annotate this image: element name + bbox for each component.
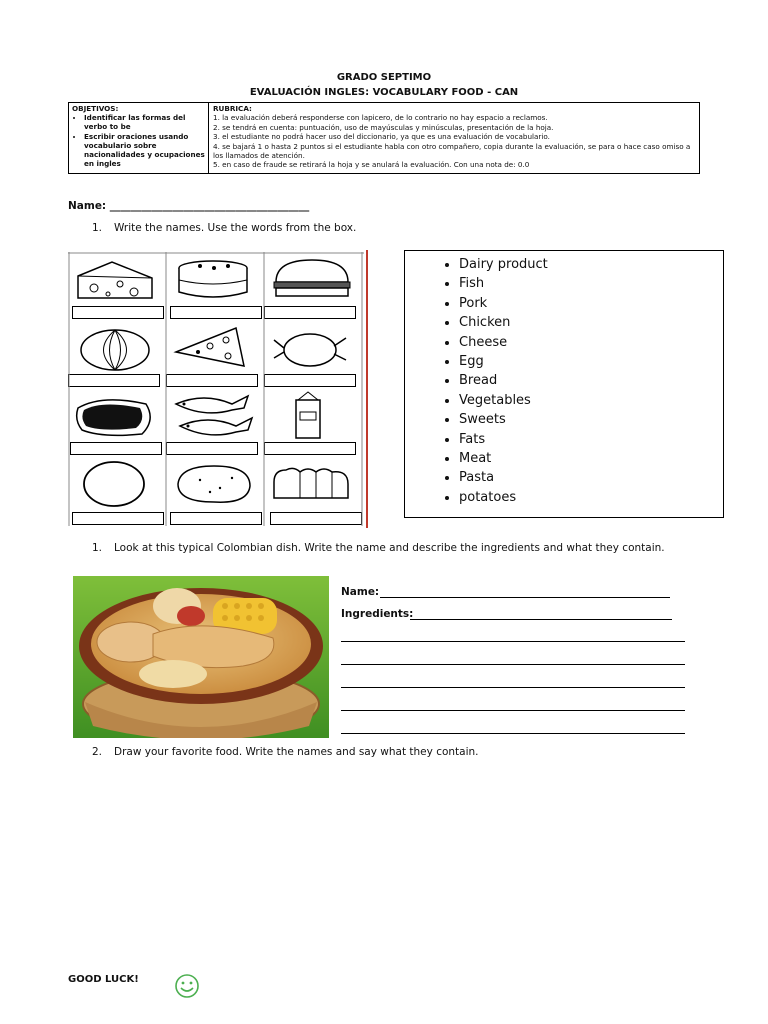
question-number: 2.: [92, 746, 103, 758]
word-box-item: • Bread: [459, 371, 723, 390]
rubric-item: 2. se tendrá en cuenta: puntuación, uso de mayúsculas y minúsculas, presentación de la hoja.: [213, 122, 554, 132]
word-box-item: • Sweets: [459, 410, 723, 429]
grid-divider: [366, 250, 368, 528]
word-box-item: • Vegetables: [459, 391, 723, 410]
word-box-item: • Pasta: [459, 468, 723, 487]
rubric-item: 5. en caso de fraude se retirará la hoja y se anulará la evaluación. Con una nota de: 0.0: [213, 160, 530, 170]
question-1: [92, 222, 356, 234]
ingredients-input[interactable]: [410, 619, 672, 620]
answer-line[interactable]: [341, 641, 685, 642]
question-3: [92, 746, 479, 758]
ingredients-label: Ingredients:: [341, 608, 414, 620]
objectives-rubric-table: [68, 102, 700, 174]
answer-line[interactable]: [341, 733, 685, 734]
question-number: 1.: [92, 542, 103, 554]
question-text: Write the names. Use the words from the box.: [114, 222, 357, 234]
sancocho-image: [73, 576, 329, 738]
word-box-item: • Chicken: [459, 313, 723, 332]
evaluation-title: EVALUACIÓN INGLES: VOCABULARY FOOD - CAN: [249, 87, 519, 98]
word-box-item: • Pork: [459, 294, 723, 313]
objective-item: • Escribir oraciones usando vocabulario sobre nacionalidades y ocupaciones en ingles: [84, 132, 205, 169]
question-number: 1.: [92, 222, 103, 234]
word-box-item: • Meat: [459, 449, 723, 468]
question-text: Draw your favorite food. Write the names and say what they contain.: [114, 746, 479, 758]
grade-title: GRADO SEPTIMO: [336, 72, 432, 83]
rubric-column: [210, 103, 699, 173]
food-picture-grid: [68, 252, 364, 526]
objectives-column: [69, 103, 209, 173]
dish-name-input[interactable]: [380, 597, 670, 598]
question-2: [92, 542, 665, 554]
objectives-title: OBJETIVOS:: [72, 104, 119, 113]
objectives-list: [72, 113, 205, 168]
question-text: Look at this typical Colombian dish. Write the name and describe the ingredients and what they contain.: [114, 542, 665, 554]
rubric-title: RUBRICA:: [213, 104, 252, 113]
rubric-item: 3. el estudiante no podrá hacer uso del diccionario, ya que es una evaluación de vocabulario.: [213, 132, 550, 142]
word-box-item: • Egg: [459, 352, 723, 371]
good-luck-text: GOOD LUCK!: [68, 974, 139, 985]
rubric-item: 1. la evaluación deberá responderse con lapicero, de lo contrario no hay espacio a reclamos.: [213, 113, 548, 123]
objective-item: • Identificar las formas del verbo to be: [84, 113, 205, 131]
colombian-dish-photo: [73, 576, 329, 738]
answer-line[interactable]: [341, 710, 685, 711]
answer-line[interactable]: [341, 664, 685, 665]
student-name-field[interactable]: Name: ______________________________________: [68, 200, 310, 212]
word-box-item: • Fats: [459, 430, 723, 449]
smiley-icon: [174, 974, 200, 998]
grid-lines: [68, 252, 364, 526]
word-box-item: • potatoes: [459, 488, 723, 507]
word-box-item: • Fish: [459, 274, 723, 293]
word-box-item: • Cheese: [459, 333, 723, 352]
rubric-item: 4. se bajará 1 o hasta 2 puntos si el estudiante habla con otro compañero, copia durante la evaluación, se para o hace caso omiso a los llamados de atención.: [213, 141, 691, 161]
word-box-item: • Dairy product: [459, 255, 723, 274]
word-box: [404, 250, 724, 518]
dish-name-label: Name:: [341, 586, 380, 598]
answer-line[interactable]: [341, 687, 685, 688]
word-list: [405, 251, 723, 507]
